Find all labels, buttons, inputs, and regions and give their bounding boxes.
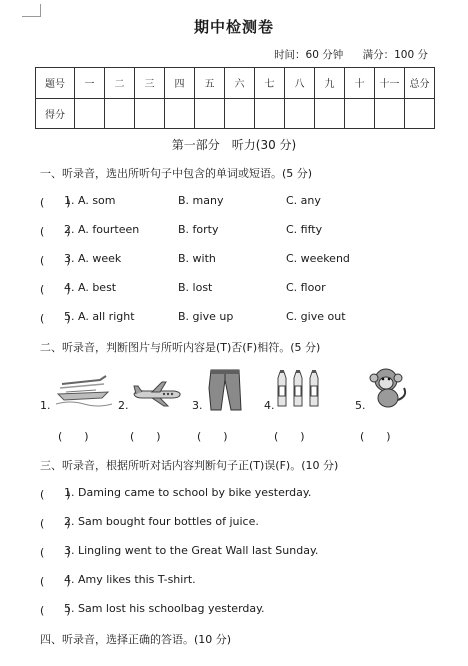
trousers-icon — [207, 368, 243, 412]
score-input-cell[interactable] — [285, 98, 315, 129]
answer-blank[interactable]: ( ) — [40, 254, 71, 267]
answer-blank[interactable]: ( ) — [40, 604, 71, 617]
answer-blank[interactable]: ( ) — [58, 430, 89, 443]
score-table-cell: 二 — [105, 68, 135, 99]
picture-label: 5. — [355, 399, 366, 412]
statement-item — [40, 602, 440, 616]
score-table-cell: 题号 — [36, 68, 75, 99]
answer-blank[interactable]: ( ) — [197, 430, 228, 443]
question-item — [40, 252, 440, 266]
answer-blank[interactable]: ( ) — [40, 283, 71, 296]
score-input-cell[interactable] — [165, 98, 195, 129]
part-title: 第一部分 听力(30 分) — [171, 138, 297, 152]
airplane-icon — [132, 380, 182, 408]
question-item — [40, 223, 440, 237]
option-c: C. any — [286, 194, 321, 207]
option-a: 4. A. best — [64, 281, 117, 294]
answer-blank[interactable]: ( ) — [40, 575, 71, 588]
section-heading: 四、听录音，选择正确的答语。(10 分) — [40, 633, 232, 646]
question-item — [40, 281, 440, 295]
page-title: 期中检测卷 — [193, 18, 274, 36]
picture-label: 2. — [118, 399, 129, 412]
score-table-cell: 九 — [315, 68, 345, 99]
statement-text: 1. Daming came to school by bike yesterday. — [64, 486, 312, 499]
score-table-cell: 六 — [225, 68, 255, 99]
score-input-cell[interactable] — [255, 98, 285, 129]
score-table-cell: 一 — [75, 68, 105, 99]
picture-label: 1. — [40, 399, 51, 412]
exam-meta — [274, 47, 428, 62]
score-input-cell[interactable] — [195, 98, 225, 129]
score-table-cell: 七 — [255, 68, 285, 99]
score-table-cell: 总分 — [405, 68, 435, 99]
monkey-icon — [366, 366, 410, 410]
statement-item — [40, 486, 440, 500]
answer-blank[interactable]: ( ) — [40, 488, 71, 501]
answer-blank[interactable]: ( ) — [40, 196, 71, 209]
score-table-score-row — [36, 98, 435, 129]
answer-blank[interactable]: ( ) — [274, 430, 305, 443]
score-input-cell[interactable] — [405, 98, 435, 129]
score-input-cell[interactable] — [225, 98, 255, 129]
score-table-cell: 三 — [135, 68, 165, 99]
score-input-cell[interactable] — [315, 98, 345, 129]
option-a: 3. A. week — [64, 252, 122, 265]
option-b: B. lost — [178, 281, 213, 294]
question-item — [40, 310, 440, 324]
option-c: C. floor — [286, 281, 326, 294]
picture-label: 3. — [192, 399, 203, 412]
score-table-cell: 得分 — [36, 98, 75, 129]
answer-blank[interactable]: ( ) — [40, 517, 71, 530]
statement-text: 2. Sam bought four bottles of juice. — [64, 515, 259, 528]
option-a: 5. A. all right — [64, 310, 135, 323]
option-c: C. fifty — [286, 223, 323, 236]
option-b: B. forty — [178, 223, 219, 236]
statement-text: 5. Sam lost his schoolbag yesterday. — [64, 602, 265, 615]
answer-blank[interactable]: ( ) — [40, 312, 71, 325]
question-item — [40, 194, 440, 208]
option-b: B. many — [178, 194, 224, 207]
score-label: 满分：100 分 — [362, 49, 428, 61]
option-a: 2. A. fourteen — [64, 223, 140, 236]
option-b: B. give up — [178, 310, 234, 323]
answer-blank[interactable]: ( ) — [130, 430, 161, 443]
answer-blank[interactable]: ( ) — [360, 430, 391, 443]
answer-blank[interactable]: ( ) — [40, 225, 71, 238]
option-b: B. with — [178, 252, 216, 265]
score-input-cell[interactable] — [135, 98, 165, 129]
juice-bottles-icon — [274, 368, 324, 408]
score-table-cell: 五 — [195, 68, 225, 99]
score-table — [35, 67, 435, 129]
score-table-cell: 十 — [345, 68, 375, 99]
option-c: C. weekend — [286, 252, 350, 265]
answer-blank[interactable]: ( ) — [40, 546, 71, 559]
section-heading: 一、听录音，选出所听句子中包含的单词或短语。(5 分) — [40, 167, 313, 180]
option-a: 1. A. som — [64, 194, 116, 207]
section-heading: 二、听录音，判断图片与所听内容是(T)否(F)相符。(5 分) — [40, 341, 321, 354]
time-label: 时间：60 分钟 — [274, 49, 344, 61]
statement-item — [40, 515, 440, 529]
score-input-cell[interactable] — [75, 98, 105, 129]
statement-item — [40, 573, 440, 587]
option-c: C. give out — [286, 310, 346, 323]
score-table-cell: 十一 — [375, 68, 405, 99]
score-input-cell[interactable] — [345, 98, 375, 129]
score-table-cell: 四 — [165, 68, 195, 99]
score-table-cell: 八 — [285, 68, 315, 99]
score-table-header-row — [36, 68, 435, 99]
score-input-cell[interactable] — [105, 98, 135, 129]
score-input-cell[interactable] — [375, 98, 405, 129]
statement-item — [40, 544, 440, 558]
boat-icon — [56, 374, 112, 410]
section-heading: 三、听录音，根据所听对话内容判断句子正(T)误(F)。(10 分) — [40, 459, 339, 472]
statement-text: 3. Lingling went to the Great Wall last Sunday. — [64, 544, 319, 557]
statement-text: 4. Amy likes this T-shirt. — [64, 573, 196, 586]
picture-label: 4. — [264, 399, 275, 412]
